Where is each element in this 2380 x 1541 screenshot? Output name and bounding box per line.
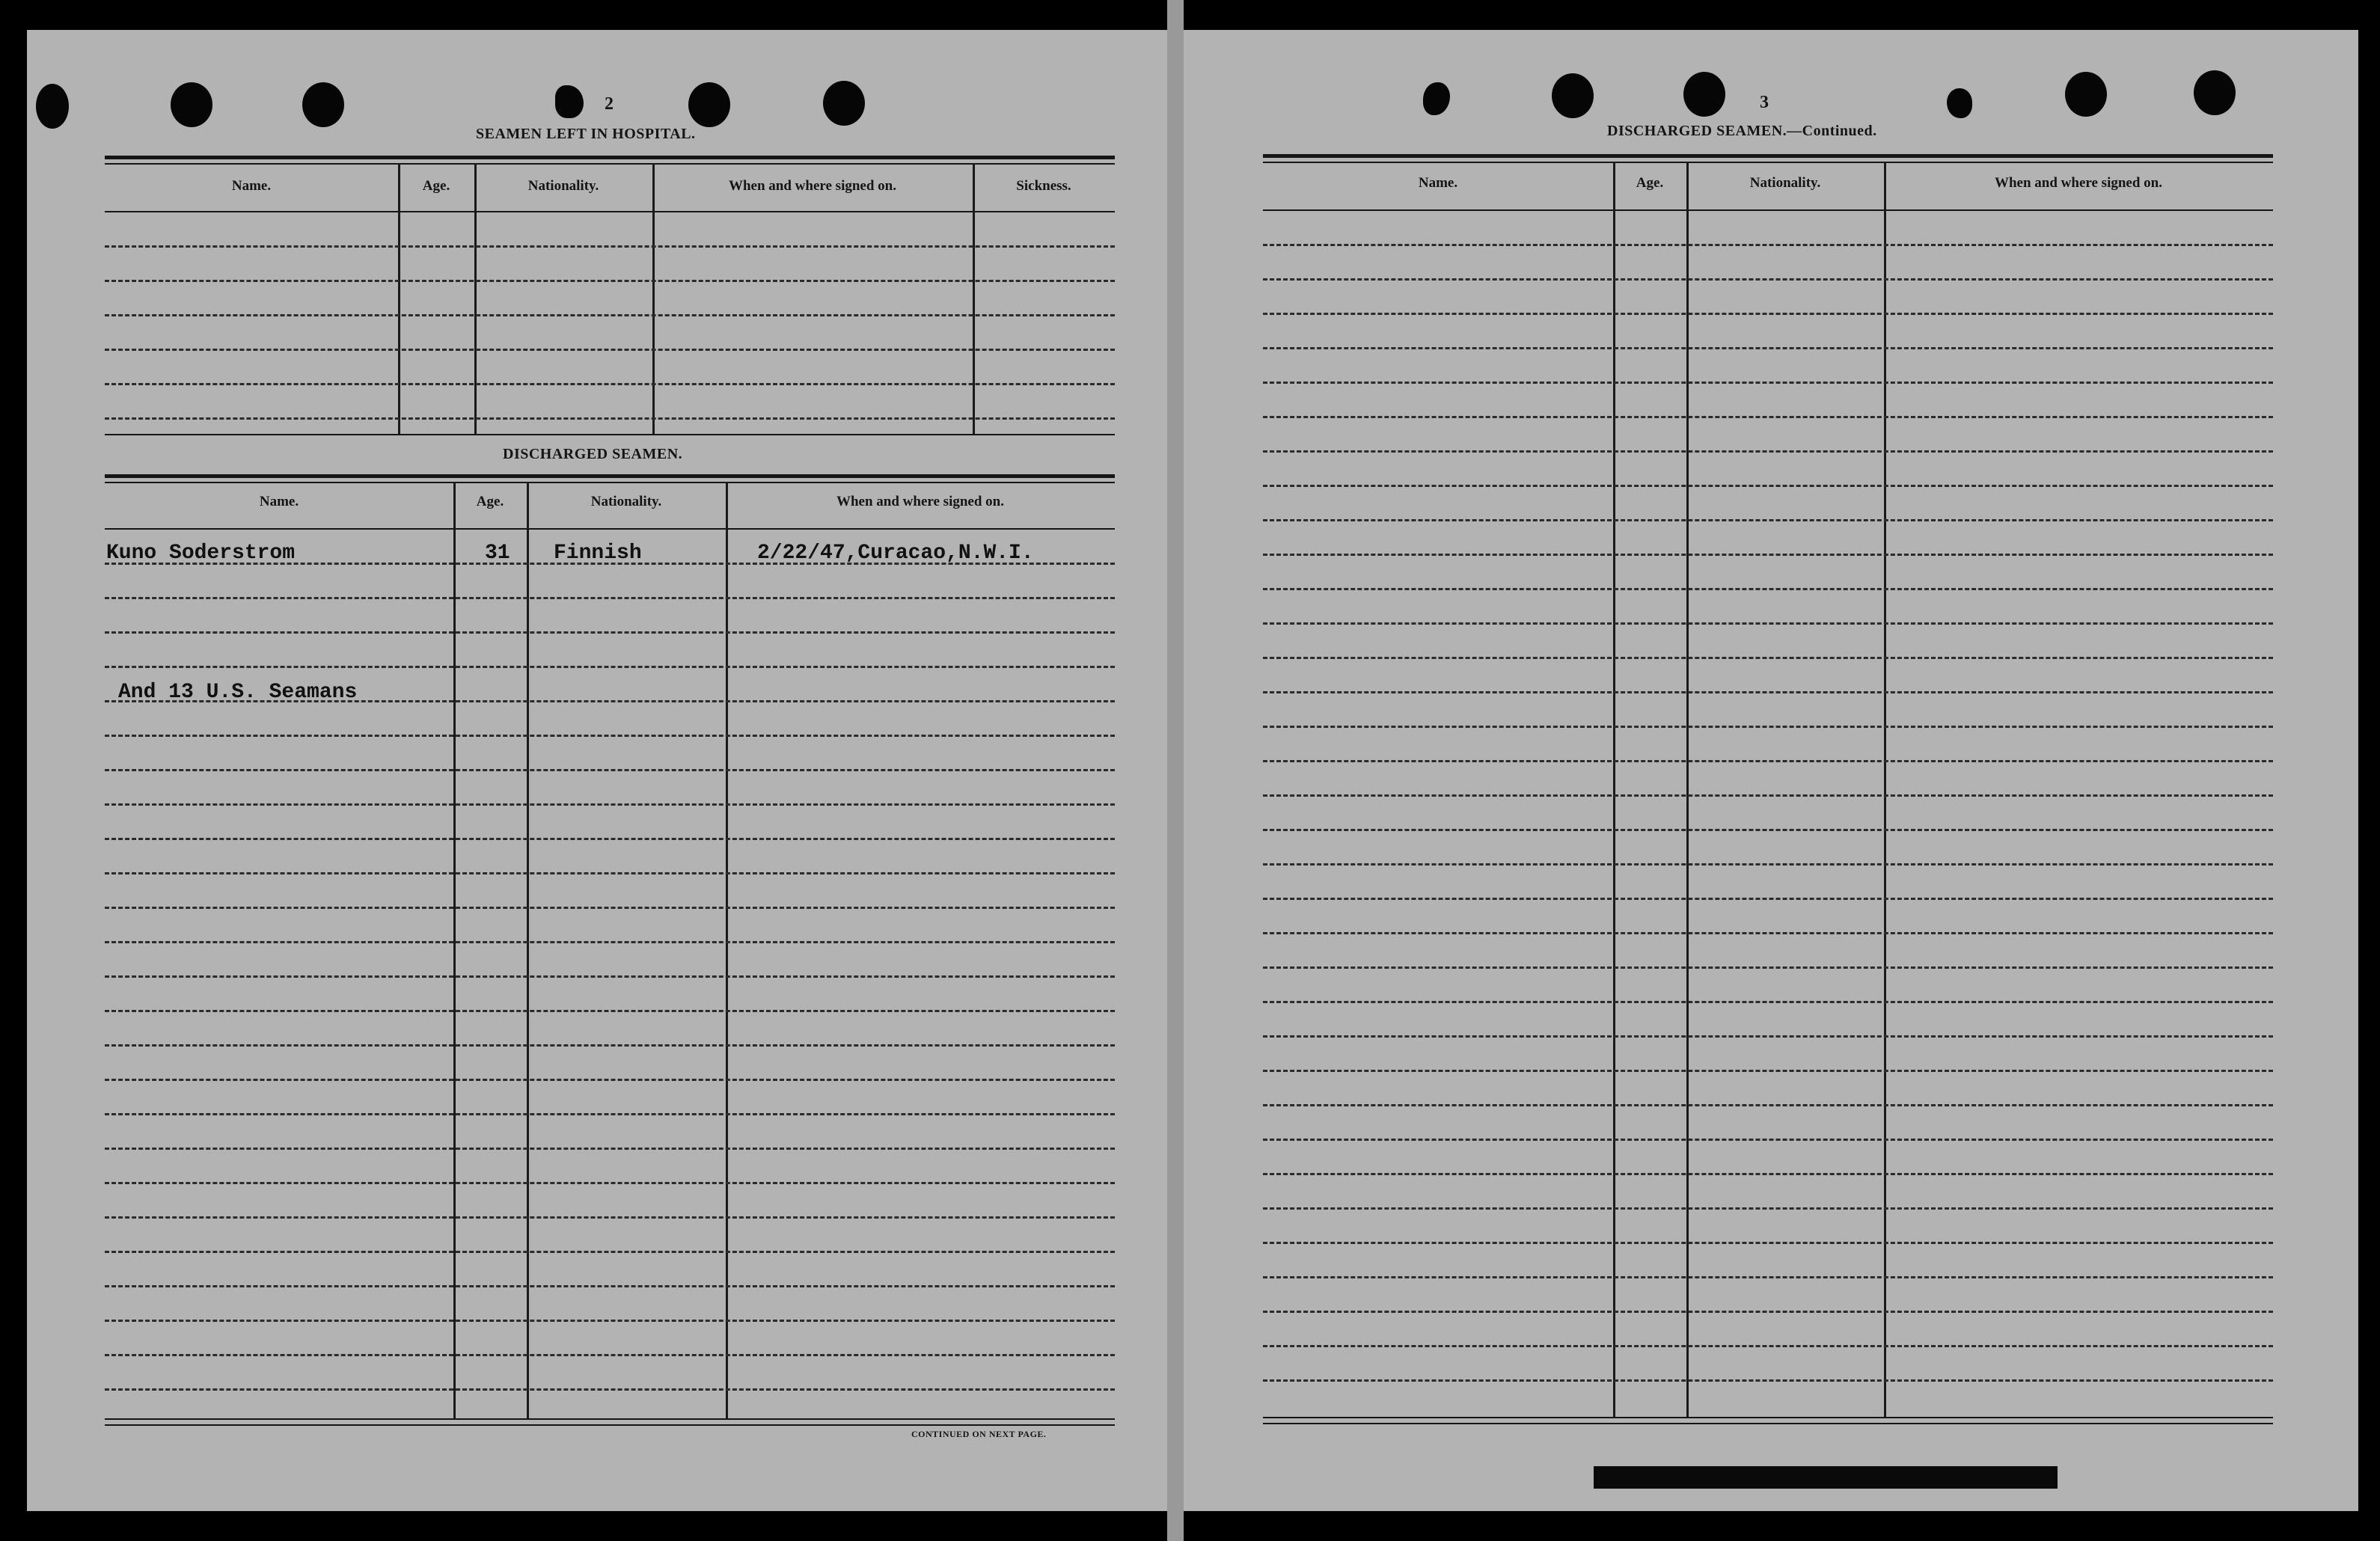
ruled-line xyxy=(1263,588,2273,590)
ruled-line xyxy=(1263,1379,2273,1382)
ruled-line xyxy=(105,941,1115,943)
ruled-line xyxy=(1263,691,2273,693)
ruled-line xyxy=(1263,1242,2273,1244)
col-head-age: Age. xyxy=(1636,175,1664,191)
entry-nationality: Finnish xyxy=(554,542,642,565)
table-bottom-rule xyxy=(105,1424,1115,1426)
ruled-line xyxy=(1263,760,2273,762)
ruled-line xyxy=(105,597,1115,599)
punch-hole xyxy=(688,82,730,127)
ruled-line xyxy=(1263,1070,2273,1072)
ruled-line xyxy=(1263,898,2273,900)
col-head-signed-on: When and where signed on. xyxy=(836,494,1004,509)
ruled-line xyxy=(1263,966,2273,969)
binder-tab xyxy=(1594,1466,2058,1489)
ruled-line xyxy=(1263,1173,2273,1175)
ruled-line xyxy=(1263,657,2273,659)
ruled-line xyxy=(1263,554,2273,556)
table-rule xyxy=(105,482,1115,483)
ruled-line xyxy=(1263,794,2273,797)
ruled-line xyxy=(1263,347,2273,349)
ruled-line xyxy=(1263,450,2273,453)
ruled-line xyxy=(1263,519,2273,521)
col-head-signed-on: When and where signed on. xyxy=(728,178,896,194)
table-bottom-rule xyxy=(1263,1417,2273,1418)
col-head-nationality: Nationality. xyxy=(590,494,662,509)
page-number: 3 xyxy=(1760,93,1769,112)
ruled-line xyxy=(105,245,1115,248)
ruled-line xyxy=(1263,1104,2273,1106)
punch-hole xyxy=(2065,72,2107,117)
ruled-line xyxy=(1263,313,2273,315)
ruled-line xyxy=(105,735,1115,737)
torn-punch-hole xyxy=(1947,88,1972,118)
ruled-line xyxy=(1263,863,2273,866)
table-rule xyxy=(105,163,1115,165)
table-rule xyxy=(1263,162,2273,163)
hospital-ruled-rows xyxy=(105,211,1115,432)
ruled-line xyxy=(1263,1001,2273,1003)
punch-hole xyxy=(2194,70,2236,115)
ruled-line xyxy=(105,666,1115,668)
punch-hole xyxy=(36,84,69,129)
col-head-sickness: Sickness. xyxy=(1016,178,1071,194)
table-top-rule xyxy=(105,156,1115,159)
col-head-name: Name. xyxy=(259,494,299,509)
ruled-line xyxy=(1263,1311,2273,1313)
ruled-line xyxy=(1263,1139,2273,1141)
table-bottom-rule xyxy=(1263,1423,2273,1424)
ruled-line xyxy=(1263,1276,2273,1278)
col-head-nationality: Nationality. xyxy=(527,178,599,194)
ruled-line xyxy=(105,1216,1115,1219)
discharged-ruled-rows xyxy=(105,528,1115,1418)
ruled-line xyxy=(105,1320,1115,1322)
col-head-name: Name. xyxy=(231,178,272,194)
ruled-line xyxy=(105,803,1115,806)
ruled-line xyxy=(105,1148,1115,1150)
punch-hole xyxy=(302,82,344,127)
entry-name: Kuno Soderstrom xyxy=(106,542,296,565)
entry-age: 31 xyxy=(485,542,510,565)
ruled-line xyxy=(1263,382,2273,384)
section-title-discharged-continued: DISCHARGED SEAMEN.—Continued. xyxy=(1607,123,1877,139)
punch-hole xyxy=(171,82,212,127)
ruled-line xyxy=(1263,1035,2273,1038)
table-top-rule xyxy=(105,474,1115,478)
page-fold xyxy=(1167,0,1184,1541)
ruled-line xyxy=(105,907,1115,909)
ruled-line xyxy=(1263,726,2273,728)
continued-note: CONTINUED ON NEXT PAGE. xyxy=(911,1429,1047,1439)
ruled-line xyxy=(105,349,1115,351)
ruled-line xyxy=(105,838,1115,840)
ruled-line xyxy=(1263,932,2273,934)
ruled-line xyxy=(1263,829,2273,831)
col-head-name: Name. xyxy=(1418,175,1458,191)
entry-signed-on: 2/22/47,Curacao,N.W.I. xyxy=(757,542,1034,565)
col-head-signed-on: When and where signed on. xyxy=(1994,175,2162,191)
ruled-line xyxy=(105,280,1115,282)
ruled-line xyxy=(105,1113,1115,1115)
ruled-line xyxy=(1263,244,2273,246)
ruled-line xyxy=(105,1044,1115,1047)
ruled-line xyxy=(105,1285,1115,1287)
entry-note: And 13 U.S. Seamans xyxy=(118,681,358,704)
ruled-line xyxy=(105,1079,1115,1081)
col-head-age: Age. xyxy=(422,178,450,194)
ruled-line xyxy=(105,872,1115,874)
ruled-line xyxy=(1263,278,2273,281)
ruled-line xyxy=(105,383,1115,385)
table-top-rule xyxy=(1263,154,2273,158)
torn-punch-hole xyxy=(555,85,584,118)
ruled-line xyxy=(105,1354,1115,1356)
table-bottom-rule xyxy=(105,1418,1115,1420)
section-title-discharged: DISCHARGED SEAMEN. xyxy=(503,446,683,462)
ruled-line xyxy=(105,631,1115,634)
punch-hole xyxy=(1552,73,1594,118)
ruled-line xyxy=(105,1182,1115,1184)
page-number: 2 xyxy=(605,94,614,114)
ruled-line xyxy=(1263,416,2273,418)
section-title-hospital: SEAMEN LEFT IN HOSPITAL. xyxy=(476,126,696,142)
punch-hole xyxy=(823,81,865,126)
ruled-line xyxy=(1263,485,2273,487)
col-head-age: Age. xyxy=(476,494,504,509)
col-head-nationality: Nationality. xyxy=(1749,175,1821,191)
continued-ruled-rows xyxy=(1263,209,2273,1417)
ruled-line xyxy=(105,975,1115,978)
table-bottom-rule xyxy=(105,434,1115,435)
ruled-line xyxy=(105,1010,1115,1012)
ruled-line xyxy=(1263,1345,2273,1347)
ruled-line xyxy=(105,314,1115,316)
punch-hole xyxy=(1683,72,1725,117)
ruled-line xyxy=(105,1388,1115,1391)
ruled-line xyxy=(105,769,1115,771)
ruled-line xyxy=(1263,622,2273,625)
ruled-line xyxy=(105,417,1115,420)
ruled-line xyxy=(1263,1207,2273,1210)
ruled-line xyxy=(105,1251,1115,1253)
